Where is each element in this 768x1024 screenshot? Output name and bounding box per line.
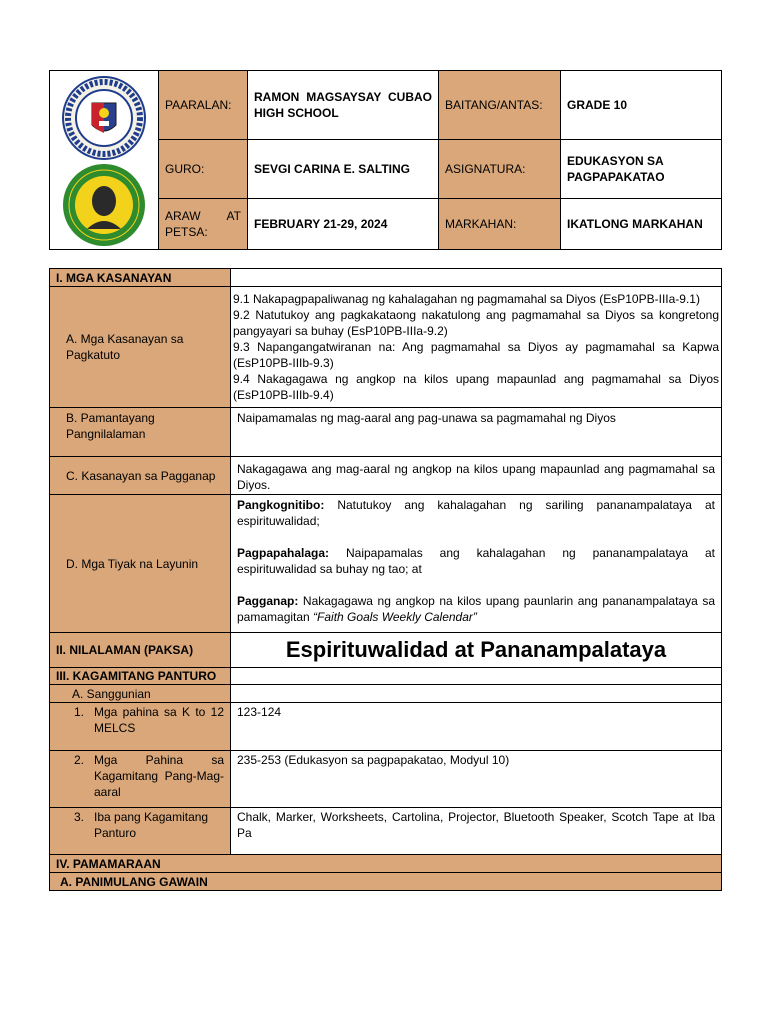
teacher-label: GURO:	[159, 140, 248, 199]
section-3-empty	[231, 668, 722, 685]
section-3a-empty	[231, 685, 722, 703]
school-seal-logo	[59, 163, 149, 247]
c-performance-label	[50, 457, 231, 495]
school-label: PAARALAN:	[159, 71, 248, 140]
section-2-title: II. NILALAMAN (PAKSA)	[50, 633, 231, 668]
date-label: ARAW AT PETSA:	[159, 199, 248, 250]
quarter-value: IKATLONG MARKAHAN	[561, 199, 722, 250]
grade-label: BAITANG/ANTAS:	[439, 71, 561, 140]
reference-row-3-number: 3.	[73, 810, 84, 824]
a-label-text: A. Mga Kasanayan sa Pagkatuto	[66, 332, 184, 362]
header-table	[49, 70, 722, 250]
section-1-title: I. MGA KASANAYAN	[50, 269, 231, 287]
c-label-text: C. Kasanayan sa Pagganap	[66, 468, 216, 483]
d-label-text: D. Mga Tiyak na Layunin	[66, 556, 199, 571]
reference-row-2-value: 235-253 (Edukasyon sa pagpapakatao, Modyul 10)	[231, 751, 722, 808]
b-label-text: B. Pamantayang Pangnilalaman	[66, 411, 155, 441]
lesson-plan-table	[49, 268, 722, 891]
grade-value: GRADE 10	[561, 71, 722, 140]
reference-row-3-value: Chalk, Marker, Worksheets, Cartolina, Projector, Bluetooth Speaker, Scotch Tape at Iba Pa	[231, 808, 722, 855]
section-1-empty	[231, 269, 722, 287]
reference-row-1-value: 123-124	[231, 703, 722, 751]
competency-item: 9.2 Natutukoy ang pagkakataong nakatulong ang pagmamahal sa Diyos sa kongretong pangyayari sa buhay (EsP10PB-IIIa-9.2)	[233, 308, 719, 338]
reference-row-1-number: 1.	[73, 705, 84, 719]
objective-psychomotor-italic: “Faith Goals Weekly Calendar”	[313, 610, 477, 624]
b-content-standard-value: Naipamamalas ng mag-aaral ang pag-unawa sa pagmamahal ng Diyos	[231, 408, 722, 457]
objective-cognitive-label: Pangkognitibo:	[237, 498, 325, 512]
reference-row-2-number: 2.	[73, 753, 84, 767]
c-performance-value: Nakagagawa ang mag-aaral ng angkop na kilos upang mapaunlad ang pagmamahal sa Diyos.	[231, 457, 722, 495]
section-4a-title: A. PANIMULANG GAWAIN	[50, 873, 722, 891]
section-3-title: III. KAGAMITANG PANTURO	[50, 668, 231, 685]
b-content-standard-label	[50, 408, 231, 457]
section-4-title: IV. PAMAMARAAN	[50, 855, 722, 873]
objective-psychomotor-text: Nakagagawa ng angkop na kilos upang paunlarin ang pananampalataya sa pamamagitan	[237, 594, 715, 624]
objective-affective-label: Pagpapahalaga:	[237, 546, 330, 560]
section-2-topic: Espirituwalidad at Pananampalataya	[231, 633, 722, 668]
subject-label: ASIGNATURA:	[439, 140, 561, 199]
competency-item: 9.1 Nakapagpapaliwanag ng kahalagahan ng pagmamahal sa Diyos (EsP10PB-IIIa-9.1)	[233, 292, 700, 306]
d-objectives-value	[231, 495, 722, 633]
d-objectives-label	[50, 495, 231, 633]
objective-cognitive	[237, 497, 715, 529]
objective-affective-text: Naipapamalas ang kahalagahan ng pananampalataya at espirituwalidad sa buhay ng tao; at	[237, 546, 715, 576]
a-learning-competencies-list	[231, 287, 722, 408]
competency-item: 9.4 Nakagagawa ng angkop na kilos upang mapaunlad ang pagmamahal sa Diyos (EsP10PB-IIIb-9.4)	[233, 372, 719, 402]
logo-cell	[50, 71, 159, 250]
objective-psychomotor	[237, 593, 715, 625]
objective-affective	[237, 545, 715, 577]
objective-psychomotor-label: Pagganap:	[237, 594, 299, 608]
quarter-label: MARKAHAN:	[439, 199, 561, 250]
a-learning-competencies-label	[50, 287, 231, 408]
section-3a-title: A. Sanggunian	[50, 685, 231, 703]
competency-item: 9.3 Napangangatwiranan na: Ang pagmamahal sa Diyos ay pagmamahal sa Kapwa (EsP10PB-IIIb-9.3)	[233, 340, 719, 370]
school-value: RAMON MAGSAYSAY CUBAO HIGH SCHOOL	[248, 71, 439, 140]
reference-row-3-text: Iba pang Kagamitang Panturo	[94, 810, 209, 840]
objective-cognitive-text: Natutukoy ang kahalagahan ng sariling pananampalataya at espirituwalidad;	[237, 498, 715, 528]
reference-row-3-label	[50, 808, 231, 855]
deped-seal-logo	[59, 75, 149, 161]
reference-row-1-text: Mga pahina sa K to 12 MELCS	[94, 705, 224, 735]
date-value: FEBRUARY 21-29, 2024	[248, 199, 439, 250]
reference-row-1-label	[50, 703, 231, 751]
reference-row-2-label	[50, 751, 231, 808]
subject-value: EDUKASYON SA PAGPAPAKATAO	[561, 140, 722, 199]
teacher-value: SEVGI CARINA E. SALTING	[248, 140, 439, 199]
reference-row-2-text: Mga Pahina sa Kagamitang Pang-Mag-aaral	[94, 753, 224, 799]
